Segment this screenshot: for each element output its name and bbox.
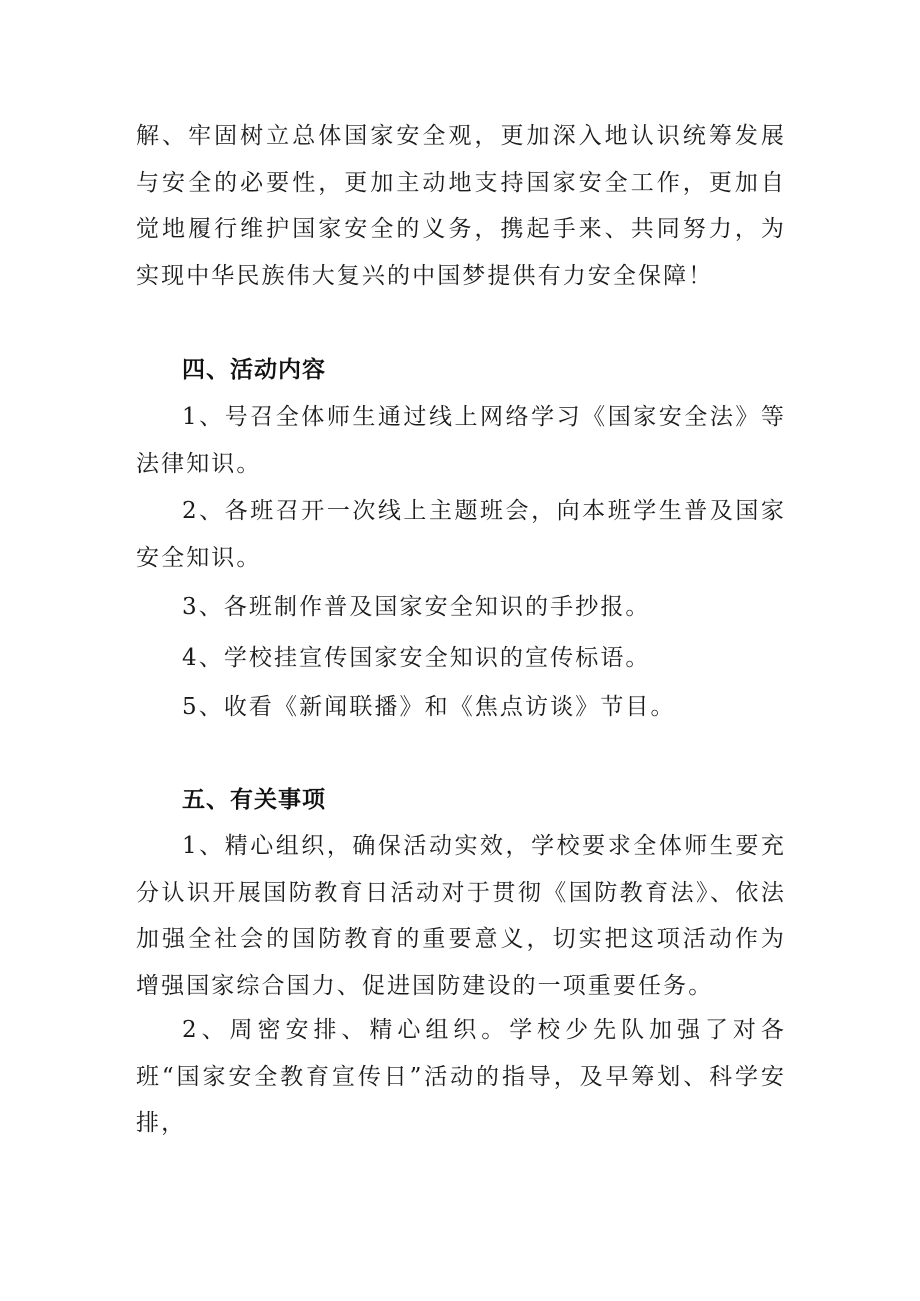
section-4-item-5: 5、收看《新闻联播》和《焦点访谈》节目。 <box>182 694 676 720</box>
intro-paragraph: 解、牢固树立总体国家安全观，更加深入地认识统筹发展与安全的必要性，更加主动地支持国家安全工作，更加自觉地履行维护国家安全的义务，携起手来、共同努力，为实现中华民族伟大复兴的中国梦提供有力安全保障！ <box>136 123 786 289</box>
section-4-heading: 四、活动内容 <box>182 357 326 383</box>
section-4-item-2: 2、各班召开一次线上主题班会，向本班学生普及国家安全知识。 <box>136 498 786 571</box>
section-5-item-2: 2、周密安排、精心组织。学校少先队加强了对各班“国家安全教育宣传日”活动的指导，及早筹划、科学安排， <box>136 1017 786 1136</box>
section-5-heading: 五、有关事项 <box>182 787 326 813</box>
section-4-item-3: 3、各班制作普及国家安全知识的手抄报。 <box>182 594 651 620</box>
section-4-item-1: 1、号召全体师生通过线上网络学习《国家安全法》等法律知识。 <box>136 404 786 477</box>
section-4-item-4: 4、学校挂宣传国家安全知识的宣传标语。 <box>182 645 651 671</box>
section-5-item-1: 1、精心组织，确保活动实效，学校要求全体师生要充分认识开展国防教育日活动对于贯彻《国防教育法》、依法加强全社会的国防教育的重要意义，切实把这项活动作为增强国家综合国力、促进国防建设的一项重要任务。 <box>136 833 786 999</box>
